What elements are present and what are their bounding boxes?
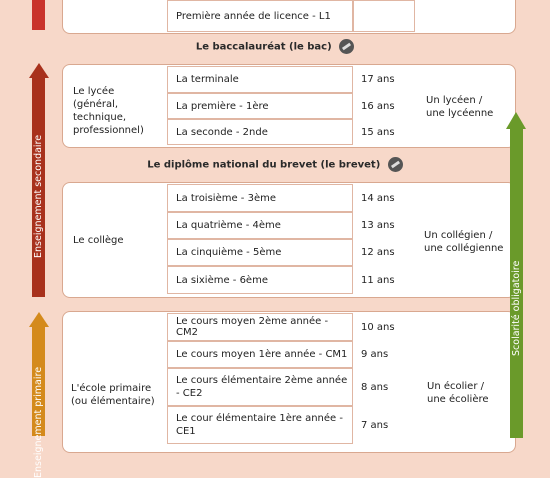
brevet-title: Le diplôme national du brevet (le brevet) — [147, 159, 381, 171]
college-student: Un collégien / une collégienne — [424, 230, 504, 254]
age-value: 14 ans — [361, 192, 395, 204]
age-value: 13 ans — [361, 220, 395, 231]
age-value: 10 ans — [361, 321, 395, 333]
level-row — [167, 368, 353, 406]
level-row — [167, 93, 353, 119]
obligatoire-arrow-head — [506, 112, 526, 129]
secondaire-arrow-head — [29, 63, 49, 78]
primaire-arrow-head — [29, 312, 49, 327]
level-row — [167, 406, 353, 444]
level-label: Le cours moyen 1ère année - CM1 — [176, 349, 348, 360]
lycee-name: Le lycée (général, technique, professionnel) — [73, 86, 144, 136]
top-arrow-tail — [32, 0, 45, 30]
level-label: La terminale — [176, 74, 239, 85]
brevet-heading — [0, 157, 550, 172]
level-row — [167, 184, 353, 212]
level-label: La première - 1ère — [176, 100, 269, 112]
level-row — [167, 239, 353, 266]
level-row — [167, 341, 353, 368]
lycee-student: Un lycéen / une lycéenne — [426, 95, 494, 119]
age-value: 7 ans — [361, 419, 389, 431]
level-label: La cinquième - 5ème — [176, 247, 282, 258]
level-label: Le cours moyen 2ème année - CM2 — [176, 316, 329, 338]
age-value: 9 ans — [361, 349, 389, 360]
primaire-name: L'école primaire (ou élémentaire) — [71, 383, 155, 407]
primaire-student: Un écolier / une écolière — [427, 381, 489, 405]
level-label: Le cours élémentaire 2ème année - CE2 — [176, 375, 348, 399]
level-label: La sixième - 6ème — [176, 274, 268, 286]
college-name: Le collège — [73, 235, 124, 246]
level-row — [167, 119, 353, 145]
level-label: Première année de licence - L1 — [176, 10, 331, 22]
level-row — [167, 212, 353, 239]
obligatoire-label: Scolarité obligatoire — [511, 260, 522, 356]
age-value: 12 ans — [361, 247, 395, 258]
age-value: 8 ans — [361, 381, 389, 393]
level-label: La troisième - 3ème — [176, 192, 276, 204]
age-cell-empty — [353, 0, 415, 32]
bac-heading — [0, 39, 550, 54]
level-label: La seconde - 2nde — [176, 126, 268, 138]
pen-icon — [339, 39, 354, 54]
bac-title: Le baccalauréat (le bac) — [195, 41, 332, 53]
level-l1 — [167, 0, 353, 32]
level-label: La quatrième - 4ème — [176, 220, 281, 231]
level-row — [167, 266, 353, 294]
secondaire-label: Enseignement secondaire — [33, 134, 44, 258]
pen-icon — [388, 157, 403, 172]
age-value: 16 ans — [361, 100, 395, 112]
primaire-label: Enseignement primaire — [33, 366, 44, 478]
age-value: 15 ans — [361, 126, 395, 138]
level-row — [167, 66, 353, 93]
level-label: Le cour élémentaire 1ère année - CE1 — [176, 413, 343, 437]
level-row — [167, 313, 353, 341]
age-value: 11 ans — [361, 274, 395, 286]
age-value: 17 ans — [361, 74, 395, 85]
